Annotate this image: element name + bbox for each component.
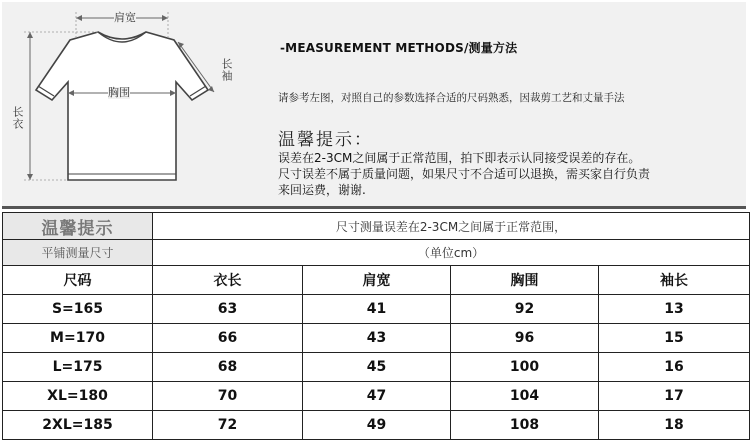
unit-note: （单位cm）	[153, 240, 750, 266]
cell-shoulder: 47	[303, 382, 451, 411]
measurement-panel	[2, 2, 746, 209]
table-row	[3, 353, 750, 382]
header-size: 尺码	[3, 266, 153, 295]
cell-sleeve: 15	[599, 324, 750, 353]
tips-body	[278, 150, 738, 198]
cell-chest: 108	[451, 411, 599, 440]
cell-sleeve: 16	[599, 353, 750, 382]
tshirt-diagram	[2, 2, 262, 206]
measurement-description: 请参考左图，对照自己的参数选择合适的尺码熟悉，因裁剪工艺和丈量手法	[278, 92, 625, 104]
cell-length: 63	[153, 295, 303, 324]
cell-sleeve: 13	[599, 295, 750, 324]
tips-label: 温馨提示	[3, 213, 153, 240]
table-header-row	[3, 266, 750, 295]
cell-size: S=165	[3, 295, 153, 324]
cell-length: 72	[153, 411, 303, 440]
table-row	[3, 382, 750, 411]
unit-row	[3, 240, 750, 266]
cell-chest: 100	[451, 353, 599, 382]
sleeve-length-label: 长袖	[220, 58, 233, 82]
cell-length: 66	[153, 324, 303, 353]
tshirt-outline-icon	[2, 2, 262, 206]
tips-line: 来回运费，谢谢.	[278, 183, 366, 197]
cell-length: 70	[153, 382, 303, 411]
chest-label: 胸围	[108, 86, 130, 99]
cell-size: XL=180	[3, 382, 153, 411]
tips-note: 尺寸测量误差在2-3CM之间属于正常范围，	[153, 213, 750, 240]
cell-sleeve: 17	[599, 382, 750, 411]
cell-sleeve: 18	[599, 411, 750, 440]
header-sleeve: 袖长	[599, 266, 750, 295]
header-shoulder: 肩宽	[303, 266, 451, 295]
cell-shoulder: 43	[303, 324, 451, 353]
cell-shoulder: 41	[303, 295, 451, 324]
cell-chest: 96	[451, 324, 599, 353]
tips-line: 误差在2-3CM之间属于正常范围，拍下即表示认同接受误差的存在。	[278, 151, 641, 165]
tips-row	[3, 213, 750, 240]
cell-size: L=175	[3, 353, 153, 382]
table-row	[3, 295, 750, 324]
shoulder-width-label: 肩宽	[114, 11, 136, 24]
measurement-title: -MEASUREMENT METHODS/测量方法	[280, 41, 518, 55]
cell-size: 2XL=185	[3, 411, 153, 440]
cell-shoulder: 45	[303, 353, 451, 382]
size-chart-table	[2, 212, 750, 440]
flat-measure-label: 平铺测量尺寸	[3, 240, 153, 266]
header-chest: 胸围	[451, 266, 599, 295]
body-length-label: 长衣	[11, 106, 24, 130]
cell-shoulder: 49	[303, 411, 451, 440]
tips-line: 尺寸误差不属于质量问题，如果尺寸不合适可以退换，需买家自行负责	[278, 167, 651, 181]
cell-chest: 92	[451, 295, 599, 324]
cell-size: M=170	[3, 324, 153, 353]
cell-chest: 104	[451, 382, 599, 411]
table-row	[3, 411, 750, 440]
table-row	[3, 324, 750, 353]
header-length: 衣长	[153, 266, 303, 295]
cell-length: 68	[153, 353, 303, 382]
tips-heading: 温馨提示：	[278, 130, 373, 150]
